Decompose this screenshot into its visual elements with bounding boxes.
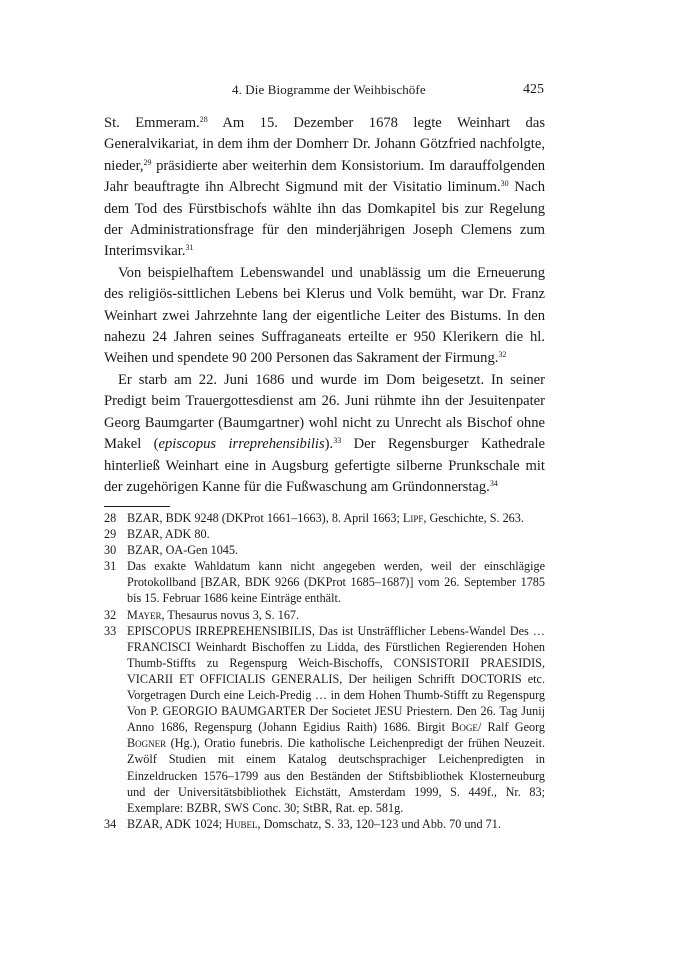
text-span: Der Regensburger Kathedrale hinterließ Weinhart eine in Augsburg gefertigte silberne Prunkschale mit der zugehörigen Kanne für die Fußwaschung am Gründonnerstag. [104, 436, 545, 495]
footnote-text: BZAR, OA-Gen 1045. [127, 543, 239, 558]
footnote [104, 607, 545, 623]
running-head [104, 82, 544, 102]
footnote-ref: 30 [500, 179, 509, 189]
author-name: Bogner [127, 736, 167, 751]
footnote [104, 542, 545, 558]
latin-phrase: episcopus irreprehensibilis [158, 436, 325, 453]
footnote [104, 816, 545, 832]
text-span: Nach dem Tod des Fürstbischofs wählte ihn das Domkapitel bis zur Regelung der Administrationsfrage für den minderjährigen Joseph Clemens zum Interimsvikar. [104, 179, 545, 260]
text-span: Er starb am 22. Juni 1686 und wurde im Dom beigesetzt. In seiner Predigt beim Trauergottesdienst am 26. Juni rühmte ihn der Jesuitenpater Georg Baumgarter (Baumgartner) wohl nicht zu Unrecht als Bischof ohne Makel ( [104, 371, 545, 453]
footnote-ref: 31 [185, 243, 194, 253]
footnote-text [127, 816, 545, 832]
text-span: präsidierte aber weiterhin dem Konsistorium. Im darauffolgenden Jahr beauftragte ihn Albrecht Sigmund mit der Visitatio liminum. [104, 157, 545, 196]
text-span: , Thesaurus novus 3, S. 167. [161, 607, 300, 622]
footnote-text: BZAR, ADK 80. [127, 527, 210, 542]
text-span: Von beispielhaftem Lebenswandel und unablässig um die Erneuerung des religiös-sittlichen Lebens bei Klerus und Volk bemüht, war Dr. Franz Weinhart zwei Jahrzehnte lang der eigentliche Leiter des Bistums. In den nahezu 24 Jahren seines Suffraganeats erteilte er 950 Klerikern die hl. Weihen und spendete 90 200 Personen das Sakrament der Firmung. [104, 264, 545, 367]
footnote-text [127, 623, 545, 816]
footnote [104, 558, 545, 606]
text-span: , Domschatz, S. 33, 120–123 und Abb. 70 und 71. [257, 816, 501, 831]
footnote-ref: 29 [143, 157, 152, 167]
main-text [104, 113, 545, 498]
text-span: EPISCOPUS IRREPREHENSIBILIS, Das ist Unsträfflicher Lebens-Wandel Des … FRANCISCI Weinhardt Bischoffen zu Lidda, des Fürstlichen Regierenden Hohen Thumb-Stiffts zu Regenspurg Weich-Bischoffs, CONSISTORII PRAESIDIS, VICARII ET OFFICIALIS GENERALIS, Der heiligen Schrifft DOCTORIS etc. Vorgetragen Durch eine Leich-Predig … in dem Hohen Thumb-Stifft zu Regenspurg Von P. GEORGIO BAUMGARTER Der Societet JESU Priestern. Den 26. Tag Junij Anno 1686, Regenspurg (Johann Egidius Raith) 1686. Birgit [127, 623, 545, 735]
footnote-number: 30 [104, 543, 117, 558]
text-span: / Ralf Georg [477, 720, 546, 735]
footnote-text: Das exakte Wahldatum kann nicht angegeben werden, weil der einschlägige Protokollband [BZAR, BDK 9266 (DKProt 1685–1687)] vom 26. September 1785 bis 15. Februar 1686 keine Einträge enthält. [127, 559, 545, 606]
author-name: Hubel [225, 816, 258, 831]
author-name: Lipf [402, 511, 424, 525]
footnote-number: 28 [104, 511, 117, 525]
footnote [104, 623, 545, 816]
text-span: Am 15. Dezember 1678 legte Weinhart das Generalvikariat, in dem ihm der Domherr Dr. Johann Götzfried nachfolgte, nieder, [104, 115, 545, 174]
footnote-text [127, 510, 545, 526]
text-span: BZAR, ADK 1024; [127, 816, 226, 831]
footnote-ref: 28 [199, 115, 208, 124]
paragraph-2 [104, 263, 545, 370]
footnote-number: 33 [104, 623, 117, 638]
text-span: (Hg.), Oratio funebris. Die katholische Leichenpredigt der frühen Neuzeit. Zwölf Studien mit einem Katalog deutschsprachiger Leichenpredigten in Einzeldrucken 1576–1799 aus den Beständen der Stiftsbibliothek Klosterneuburg und der Universitätsbibliothek Eichstätt, Amsterdam 1999, S. 449f., Nr. 83; Exemplare: BZBR, SWS Conc. 30; StBR, Rat. ep. 581g. [127, 736, 545, 815]
paragraph-1 [104, 113, 545, 263]
footnote-number: 29 [104, 527, 117, 542]
footnote [104, 526, 545, 542]
paragraph-3 [104, 370, 545, 498]
footnote-ref: 33 [333, 436, 342, 446]
footnote-ref: 32 [498, 350, 507, 360]
footnote-number: 34 [104, 816, 117, 831]
author-name: Boge [451, 720, 478, 735]
text-span: ). [324, 436, 334, 453]
text-span: , Geschichte, S. 263. [423, 511, 524, 525]
footnotes [104, 510, 545, 832]
author-name: Mayer [127, 607, 162, 622]
footnote-number: 32 [104, 607, 117, 622]
footnote-number: 31 [104, 559, 117, 574]
page-number: 425 [523, 82, 544, 97]
footnote-rule [104, 506, 170, 507]
footnote-ref: 34 [489, 478, 498, 488]
text-span: BZAR, BDK 9248 (DKProt 1661–1663), 8. April 1663; [127, 511, 403, 525]
running-head-title: 4. Die Biogramme der Weihbischöfe [232, 82, 426, 97]
footnote [104, 510, 545, 526]
footnote-text [127, 607, 545, 623]
text-span: St. Emmeram. [104, 115, 200, 131]
